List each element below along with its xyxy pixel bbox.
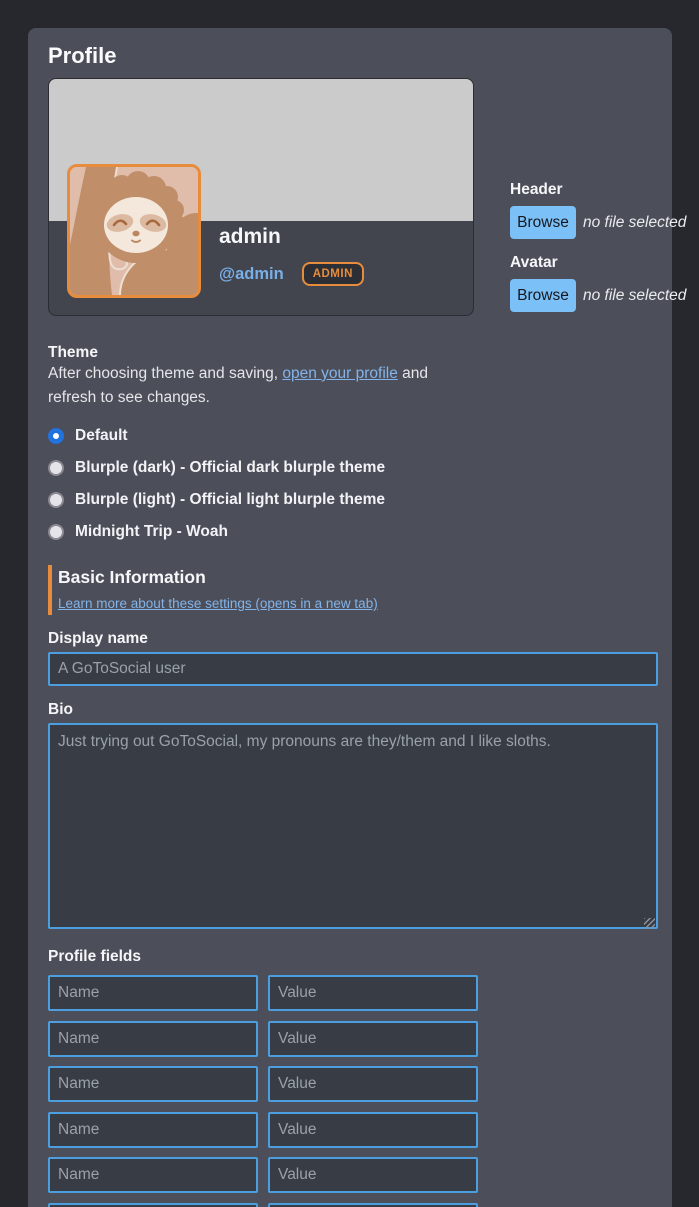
theme-option-2[interactable] xyxy=(48,452,658,484)
profile-field-row xyxy=(48,1157,658,1193)
settings-panel xyxy=(28,28,687,1207)
profile-preview-card xyxy=(48,78,474,316)
radio-selected-icon[interactable] xyxy=(48,428,64,444)
bio-label: Bio xyxy=(48,701,73,718)
avatar-upload-label: Avatar xyxy=(510,254,558,271)
bio-field xyxy=(48,701,658,934)
profile-field-name-input[interactable] xyxy=(48,1203,258,1207)
profile-field-value-input[interactable] xyxy=(268,1203,478,1207)
sloth-avatar-image xyxy=(70,167,198,295)
theme-options xyxy=(48,420,658,548)
theme-option-label: Blurple (light) - Official light blurple theme xyxy=(75,491,385,508)
profile-fields-rows xyxy=(48,975,658,1207)
theme-option-label: Midnight Trip - Woah xyxy=(75,523,228,540)
admin-role-badge: ADMIN xyxy=(302,262,364,286)
profile-field-value-input[interactable] xyxy=(268,1066,478,1102)
header-file-row xyxy=(510,206,692,239)
display-name-input[interactable] xyxy=(48,652,658,686)
profile-preview-section xyxy=(48,78,687,330)
theme-option-4[interactable] xyxy=(48,516,658,548)
header-file-status: no file selected xyxy=(583,213,687,231)
profile-field-row xyxy=(48,1066,658,1102)
avatar xyxy=(67,164,201,298)
theme-option-label: Default xyxy=(75,427,128,444)
profile-field-value-input[interactable] xyxy=(268,1112,478,1148)
open-your-profile-link[interactable]: open your profile xyxy=(282,365,398,382)
profile-field-row xyxy=(48,1021,658,1057)
radio-unselected-icon[interactable] xyxy=(48,460,64,476)
display-name-field xyxy=(48,630,658,686)
header-upload-label: Header xyxy=(510,181,563,198)
theme-section xyxy=(48,344,658,548)
profile-field-name-input[interactable] xyxy=(48,1112,258,1148)
theme-description-after: and refresh to see changes. xyxy=(48,365,429,406)
display-name-label: Display name xyxy=(48,630,148,647)
profile-fields-section xyxy=(48,948,658,1207)
identity-block xyxy=(219,225,364,286)
theme-option-3[interactable] xyxy=(48,484,658,516)
profile-fields-label: Profile fields xyxy=(48,948,142,965)
learn-more-link[interactable]: Learn more about these settings (opens in a new tab) xyxy=(58,596,378,611)
profile-field-value-input[interactable] xyxy=(268,1157,478,1193)
profile-field-name-input[interactable] xyxy=(48,1021,258,1057)
bio-textarea[interactable] xyxy=(48,723,658,929)
profile-field-value-input[interactable] xyxy=(268,975,478,1011)
profile-field-name-input[interactable] xyxy=(48,1066,258,1102)
header-upload-group xyxy=(510,181,692,239)
theme-description xyxy=(48,362,480,410)
profile-field-name-input[interactable] xyxy=(48,1157,258,1193)
preview-display-name: admin xyxy=(219,225,281,248)
avatar-file-row xyxy=(510,279,692,312)
bio-textarea-wrap xyxy=(48,723,658,934)
preview-username: @admin xyxy=(219,264,284,283)
profile-field-name-input[interactable] xyxy=(48,975,258,1011)
profile-field-row xyxy=(48,1112,658,1148)
theme-label: Theme xyxy=(48,344,98,361)
header-browse-button[interactable]: Browse xyxy=(510,206,576,239)
file-upload-column xyxy=(510,181,692,312)
profile-field-row xyxy=(48,975,658,1011)
basic-information-header xyxy=(48,565,658,615)
theme-option-1[interactable] xyxy=(48,420,658,452)
basic-information-title: Basic Information xyxy=(58,567,206,587)
radio-unselected-icon[interactable] xyxy=(48,524,64,540)
theme-option-label: Blurple (dark) - Official dark blurple theme xyxy=(75,459,386,476)
avatar-file-status: no file selected xyxy=(583,286,687,304)
theme-description-before: After choosing theme and saving, xyxy=(48,365,283,382)
profile-field-value-input[interactable] xyxy=(268,1021,478,1057)
radio-unselected-icon[interactable] xyxy=(48,492,64,508)
avatar-browse-button[interactable]: Browse xyxy=(510,279,576,312)
avatar-upload-group xyxy=(510,254,692,312)
page-title: Profile xyxy=(48,43,117,68)
profile-field-row xyxy=(48,1203,658,1207)
textarea-resize-handle[interactable] xyxy=(644,918,655,929)
handle-row xyxy=(219,262,364,286)
